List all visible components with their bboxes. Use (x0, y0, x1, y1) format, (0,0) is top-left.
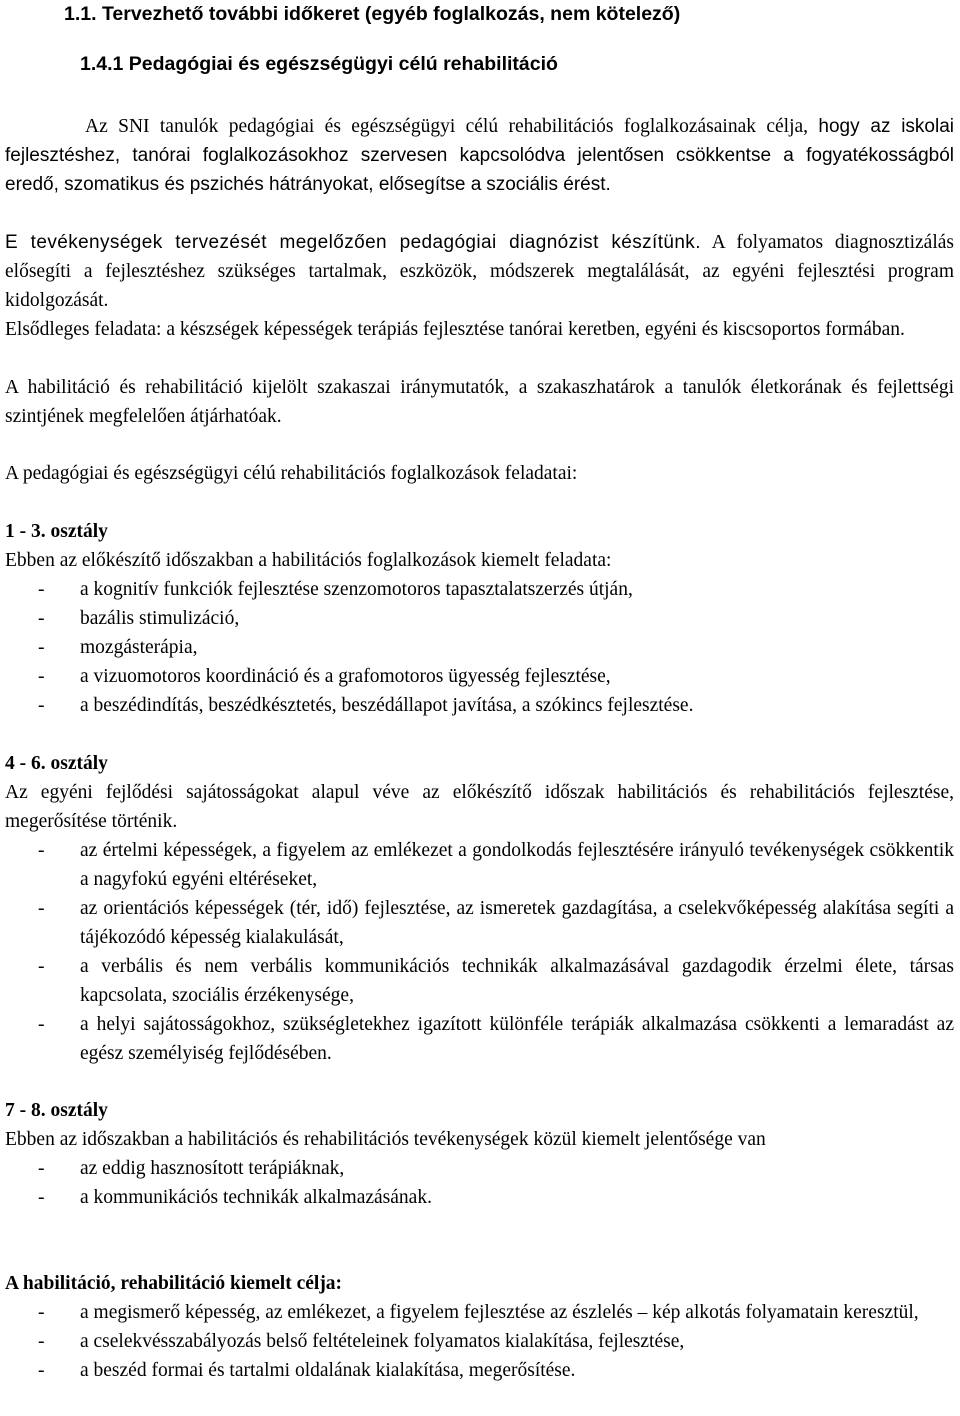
grade-1-3-title: 1 - 3. osztály (5, 521, 108, 542)
intro-line: Az SNI tanulók pedagógiai és egészségügyi célú rehabilitációs foglalkozásainak célja, (85, 116, 809, 137)
list-item: - a beszédindítás, beszédkésztetés, beszédállapot javítása, a szókincs fejlesztése. (5, 691, 954, 720)
primary-task-paragraph: Elsődleges feladata: a készségek képességek terápiás fejlesztése tanórai keretben, egyéni és kiscsoportos formában. (5, 319, 905, 340)
tasks-intro: A pedagógiai és egészségügyi célú rehabilitációs foglalkozások feladatai: (5, 463, 578, 484)
list-item: - a kommunikációs technikák alkalmazásának. (5, 1183, 954, 1212)
diagnosis-paragraph (5, 228, 954, 315)
intro-paragraph (5, 112, 954, 199)
goals-list (5, 1298, 954, 1385)
subsection-heading: 1.4.1 Pedagógiai és egészségügyi célú rehabilitáció (80, 53, 558, 75)
list-item: - a helyi sajátosságokhoz, szükségletekhez igazított különféle terápiák alkalmazása csökkenti a lemaradást az egész személyiség fejlődésében. (5, 1010, 954, 1068)
list-item: - mozgásterápia, (5, 633, 954, 662)
grade-4-6-section (5, 749, 954, 1068)
section-heading: 1.1. Tervezhető további időkeret (egyéb foglalkozás, nem kötelező) (64, 3, 681, 25)
grade-7-8-title: 7 - 8. osztály (5, 1100, 108, 1121)
stages-paragraph: A habilitáció és rehabilitáció kijelölt szakaszai iránymutatók, a szakaszhatárok a tanulók életkorának és fejlettségi szintjének megfelelően átjárhatóak. (5, 377, 954, 427)
grade-1-3-list (5, 575, 954, 720)
grade-7-8-list (5, 1154, 954, 1212)
diagnosis-sentence: E tevékenységek tervezését megelőzően pedagógiai diagnózist készítünk. (5, 232, 701, 253)
list-item: - a kognitív funkciók fejlesztése szenzomotoros tapasztalatszerzés útján, (5, 575, 954, 604)
list-item: - a verbális és nem verbális kommunikációs technikák alkalmazásával gazdagodik érzelmi élete, társas kapcsolata, szociális érzékenysége, (5, 952, 954, 1010)
intro-line: szociális érést. (486, 174, 611, 195)
list-item: - a beszéd formai és tartalmi oldalának kialakítása, megerősítése. (5, 1356, 954, 1385)
list-item: - az orientációs képességek (tér, idő) fejlesztése, az ismeretek gazdagítása, a cselekvőképesség alakítása segíti a tájékozódó képesség kialakulását, (5, 894, 954, 952)
grade-4-6-intro: Az egyéni fejlődési sajátosságokat alapul véve az előkészítő időszak habilitációs és rehabilitációs fejlesztése, megerősítése történik. (5, 782, 954, 832)
grade-7-8-intro: Ebben az időszakban a habilitációs és rehabilitációs tevékenységek közül kiemelt jelentősége van (5, 1129, 766, 1150)
grade-1-3-intro: Ebben az előkészítő időszakban a habilitációs foglalkozások kiemelt feladata: (5, 550, 612, 571)
list-item: - bazális stimulizáció, (5, 604, 954, 633)
goals-title: A habilitáció, rehabilitáció kiemelt célja: (5, 1273, 343, 1294)
list-item: - az értelmi képességek, a figyelem az emlékezet a gondolkodás fejlesztésére irányuló tevékenységek csökkentik a nagyfokú egyéni eltéréseket, (5, 836, 954, 894)
diagnosis-continuation: A folyamatos diagnosztizálás elősegíti a fejlesztéshez szükséges tartalmak, eszközök, módszerek megtalálását, az egyéni fejlesztési program kidolgozását. (5, 232, 954, 311)
list-item: - a megismerő képesség, az emlékezet, a figyelem fejlesztése az észlelés – kép alkotás folyamatain keresztül, (5, 1298, 954, 1327)
intro-line: hogy az iskolai fejlesztéshez, tanórai foglalkozásokhoz szervesen kapcsolódva jelentősen (5, 116, 955, 166)
list-item: - az eddig hasznosított terápiáknak, (5, 1154, 954, 1183)
grade-4-6-title: 4 - 6. osztály (5, 753, 108, 774)
grade-1-3-section (5, 517, 954, 720)
list-item: - a vizuomotoros koordináció és a grafomotoros ügyesség fejlesztése, (5, 662, 954, 691)
goals-section (5, 1269, 954, 1385)
intro-line: csökkentse a fogyatékosságból eredő, szomatikus és pszichés hátrányokat, elősegítse a (5, 145, 955, 195)
grade-7-8-section (5, 1096, 954, 1212)
grade-4-6-list (5, 836, 954, 1068)
list-item: - a cselekvésszabályozás belső feltételeinek folyamatos kialakítása, fejlesztése, (5, 1327, 954, 1356)
